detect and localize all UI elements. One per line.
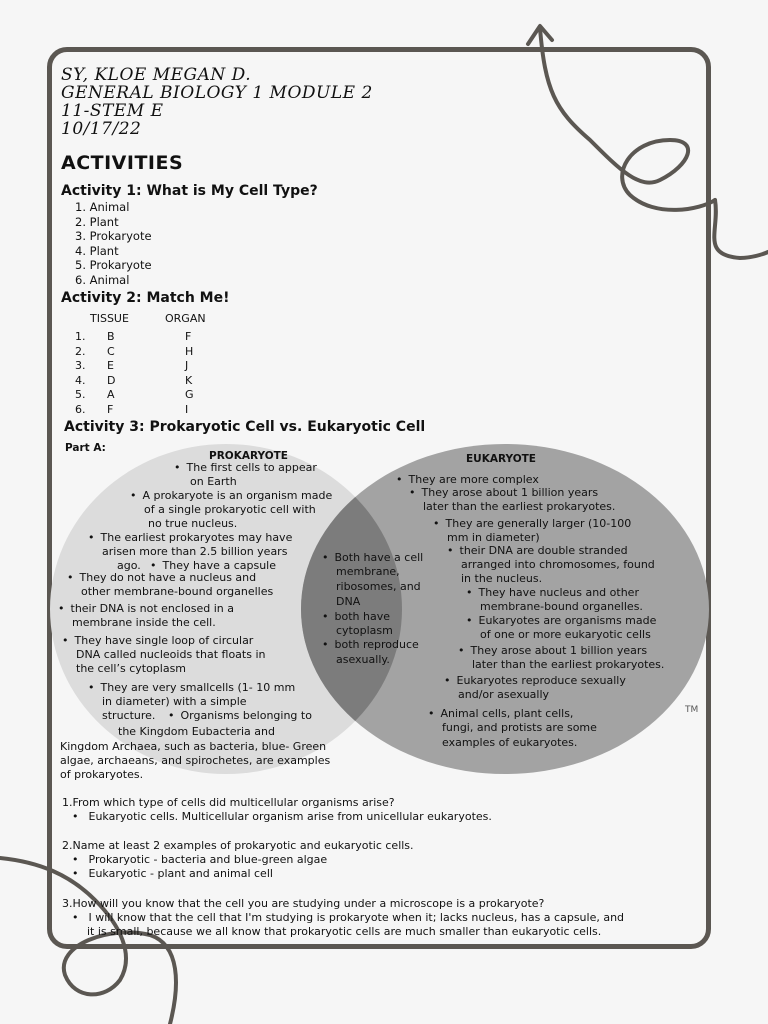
prokaryote-fact	[174, 461, 317, 475]
eukaryote-fact	[466, 614, 656, 628]
eukaryote-fact	[447, 544, 628, 558]
fact-text: the cell’s cytoplasm	[76, 662, 187, 675]
prokaryote-label: PROKARYOTE	[209, 450, 288, 462]
match-number: 1.	[75, 330, 86, 343]
tissue-answer: F	[107, 402, 114, 416]
fact-text: in the nucleus.	[461, 572, 543, 585]
fact-text: fungi, and protists are some	[442, 721, 597, 734]
match-number: 3.	[75, 359, 86, 373]
eukaryote-label: EUKARYOTE	[466, 453, 536, 465]
answer-text: I will know that the cell that I'm studying is prokaryote when it; lacks nucleus, has a capsule, and	[88, 911, 625, 924]
fact-text: in diameter) with a simple	[102, 695, 247, 708]
organ-header: ORGAN	[165, 312, 206, 325]
fact-text: on Earth	[190, 475, 237, 488]
list-item: 5. Prokaryote	[75, 258, 152, 273]
list-item: 1. Animal	[75, 200, 130, 214]
tissue-answer: C	[107, 344, 115, 358]
eukaryote-fact	[458, 644, 647, 658]
activities-title: ACTIVITIES	[61, 152, 184, 174]
organ-answer: G	[185, 388, 194, 402]
answer-text: it is small, because we all know that prokaryotic cells are much smaller than eukaryotic cells.	[87, 925, 602, 938]
prokaryote-fact	[130, 489, 332, 503]
fact-text: examples of eukaryotes.	[442, 736, 578, 749]
fact-text: DNA	[336, 595, 361, 608]
fact-text: their DNA is not enclosed in a	[70, 602, 234, 615]
eukaryote-fact	[433, 517, 631, 531]
answer-item: • Prokaryotic - bacteria and blue-green algae	[72, 853, 328, 866]
question-text: 1.From which type of cells did multicellular organisms arise?	[62, 796, 395, 809]
fact-text: membrane,	[336, 565, 400, 578]
list-item: 3. Prokaryote	[75, 229, 152, 244]
organ-answer: K	[185, 373, 193, 387]
fact-text: later than the earliest prokaryotes.	[423, 500, 616, 513]
fact-text: They are very smallcells (1- 10 mm	[100, 681, 296, 694]
fact-text: They arose about 1 billion years	[421, 486, 599, 499]
question-text: 3.How will you know that the cell you are studying under a microscope is a prokaryote?	[62, 897, 545, 910]
fact-text: They are generally larger (10-100	[445, 517, 632, 530]
fact-text: asexually.	[336, 653, 390, 666]
fact-text: cytoplasm	[336, 624, 393, 637]
fact-text: A prokaryote is an organism made	[142, 489, 333, 502]
prokaryote-fact	[67, 571, 256, 585]
tissue-answer: D	[107, 373, 116, 387]
eukaryote-fact	[396, 473, 539, 487]
question-text: 2.Name at least 2 examples of prokaryotic and eukaryotic cells.	[62, 839, 414, 852]
fact-text: of a single prokaryotic cell with	[144, 503, 316, 516]
fact-text: ribosomes, and	[336, 580, 421, 593]
fact-text: membrane inside the cell.	[72, 616, 216, 629]
fact-text: DNA called nucleoids that floats in	[76, 648, 266, 661]
answer-item: • I will know that the cell that I'm studying is prokaryote when it; lacks nucleus, has a capsule, and	[72, 911, 625, 924]
answer-text: Eukaryotic - plant and animal cell	[88, 867, 273, 880]
subject-module: GENERAL BIOLOGY 1 MODULE 2	[61, 83, 373, 103]
date: 10/17/22	[61, 119, 142, 139]
match-number: 2.	[75, 344, 86, 358]
shared-fact	[322, 610, 390, 624]
fact-text: They arose about 1 billion years	[470, 644, 648, 657]
fact-text: Eukaryotes reproduce sexually	[456, 674, 626, 687]
eukaryote-fact	[466, 586, 639, 600]
fact-text: ago.	[117, 559, 141, 572]
fact-text: and/or asexually	[458, 688, 550, 701]
prokaryote-fact	[88, 531, 292, 545]
prokaryote-fact	[88, 681, 295, 695]
match-number: 5.	[75, 388, 86, 402]
prokaryote-fact	[58, 602, 234, 616]
prokaryote-fact	[62, 634, 253, 648]
fact-text: The earliest prokaryotes may have	[100, 531, 293, 544]
fact-text: Eukaryotes are organisms made	[478, 614, 657, 627]
fact-text: They have a capsule	[162, 559, 276, 572]
fact-text: Kingdom Archaea, such as bacteria, blue- Green	[60, 740, 327, 753]
tissue-header: TISSUE	[90, 312, 129, 325]
fact-text: mm in diameter)	[447, 531, 540, 544]
list-item: 6. Animal	[75, 272, 130, 287]
eukaryote-fact	[409, 486, 598, 500]
answer-item: • Eukaryotic cells. Multicellular organism arise from unicellular eukaryotes.	[72, 810, 492, 823]
fact-text: no true nucleus.	[148, 517, 238, 530]
fact-text: other membrane-bound organelles	[81, 585, 274, 598]
question-2	[62, 839, 414, 881]
organ-answer: J	[185, 359, 189, 373]
tissue-answer: A	[107, 388, 115, 402]
list-item: 4. Plant	[75, 243, 119, 258]
fact-text: The first cells to appear	[186, 461, 317, 474]
question-3	[62, 897, 624, 939]
fact-text: their DNA are double stranded	[459, 544, 628, 557]
fact-text: They have nucleus and other	[478, 586, 639, 599]
prokaryote-fact	[168, 709, 312, 723]
shared-fact	[322, 551, 423, 565]
list-item: 2. Plant	[75, 214, 119, 229]
match-number: 4.	[75, 373, 86, 387]
fact-text: They have single loop of circular	[74, 634, 254, 647]
shared-fact	[322, 638, 419, 652]
fact-text: both have	[334, 610, 390, 623]
fact-text: of one or more eukaryotic cells	[480, 628, 651, 641]
section: 11-STEM E	[61, 101, 164, 121]
organ-answer: H	[185, 344, 194, 358]
fact-text: both reproduce	[334, 638, 419, 651]
match-number: 6.	[75, 402, 86, 416]
fact-text: arranged into chromosomes, found	[461, 558, 655, 571]
answer-text: Prokaryotic - bacteria and blue-green algae	[88, 853, 328, 866]
fact-text: structure.	[102, 709, 156, 722]
activity3-title: Activity 3: Prokaryotic Cell vs. Eukaryotic Cell	[64, 419, 426, 435]
activity2-title: Activity 2: Match Me!	[61, 290, 230, 306]
organ-answer: I	[185, 402, 189, 416]
student-name: SY, KLOE MEGAN D.	[61, 65, 252, 85]
fact-text: Organisms belonging to	[180, 709, 312, 722]
part-a-label: Part A:	[65, 442, 106, 454]
answer-item: • Eukaryotic - plant and animal cell	[72, 867, 273, 880]
answer-text: Eukaryotic cells. Multicellular organism arise from unicellular eukaryotes.	[88, 810, 492, 823]
fact-text: arisen more than 2.5 billion years	[102, 545, 288, 558]
fact-text: algae, archaeans, and spirochetes, are examples	[60, 754, 331, 767]
fact-text: They are more complex	[408, 473, 539, 486]
trademark: TM	[685, 705, 699, 715]
organ-answer: F	[185, 330, 192, 343]
fact-text: later than the earliest prokaryotes.	[472, 658, 665, 671]
fact-text: They do not have a nucleus and	[79, 571, 257, 584]
question-1	[62, 796, 492, 824]
tissue-answer: B	[107, 330, 115, 343]
tissue-answer: E	[107, 359, 114, 373]
fact-text: Both have a cell	[334, 551, 424, 564]
fact-text: of prokaryotes.	[60, 768, 144, 781]
eukaryote-fact	[444, 674, 626, 688]
eukaryote-fact	[428, 707, 573, 721]
fact-text: the Kingdom Eubacteria and	[118, 725, 275, 738]
fact-text: membrane-bound organelles.	[480, 600, 643, 613]
activity1-title: Activity 1: What is My Cell Type?	[61, 183, 318, 199]
fact-text: Animal cells, plant cells,	[440, 707, 574, 720]
